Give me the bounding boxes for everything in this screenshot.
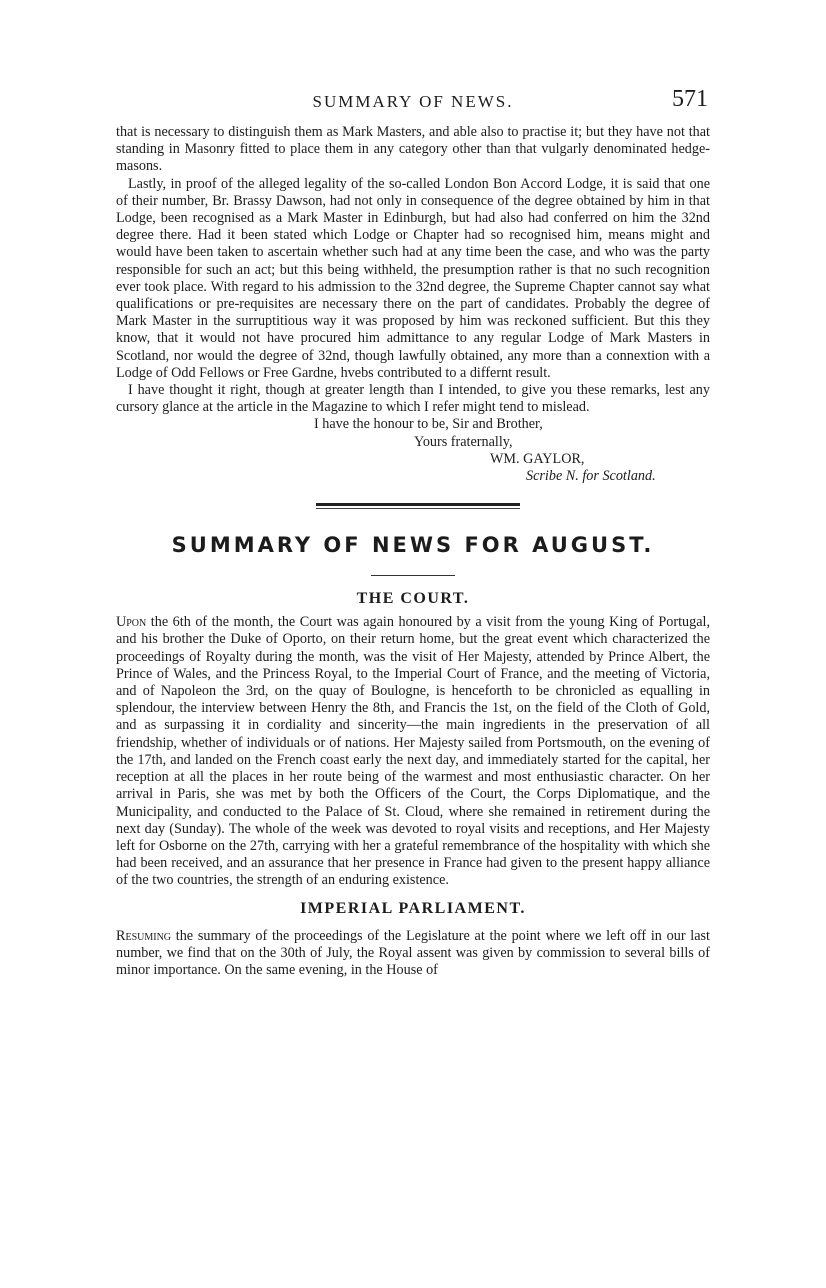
- document-page: [116, 88, 710, 979]
- letter-paragraph-1: that is necessary to distinguish them as Mark Masters, and able also to practise it; but they have not that standing in Masonry fitted to place them in any category other than that vulgarly denominated hedge-masons.: [116, 124, 710, 175]
- letter-closing: I have the honour to be, Sir and Brother,: [314, 416, 543, 433]
- running-head: [116, 88, 710, 118]
- letter-paragraph-3: I have thought it right, though at greater length than I intended, to give you these remarks, lest any cursory glance at the article in the Magazine to which I refer might tend to mislead.: [116, 382, 710, 416]
- summary-heading: SUMMARY OF NEWS FOR AUGUST.: [171, 533, 655, 558]
- letter-paragraph-2: Lastly, in proof of the alleged legality of the so-called London Bon Accord Lodge, it is said that one of their number, Br. Brassy Dawson, had not only in consequence of the degree obtained by him in that Lodge, been recognised as a Mark Master in Edinburgh, but had also had conferred on him the 32nd degree there. Had it been stated which Lodge or Chapter had so recognised him, means might and would have been taken to ascertain whether such had at any time been the case, and who was the party responsible for such an act; but this being withheld, the presumption rather is that no such recognition ever took place. With regard to his admission to the 32nd degree, the Supreme Chapter cannot say what qualifications or pre-requisites are necessary there on the part of candidates. Probably the degree of Mark Master in the surruptitious way it was proposed by him was reckoned sufficient. But this they know, that it would not have procured him admittance to any regular Lodge of Mark Masters in Scotland, nor would the degree of 32nd, though lawfully obtained, any more than a connextion with a Lodge of Odd Fellows or Free Gardne, hvebs contributed to a differnt result.: [116, 175, 710, 381]
- court-heading: THE COURT.: [356, 590, 470, 608]
- court-text: the 6th of the month, the Court was again honoured by a visit from the young King of Portugal, and his brother the Duke of Oporto, on their return home, but the great event which characterized the proceedings of Royalty during the month, was the visit of Her Majesty, attended by Prince Albert, the Prince of Wales, and the Princess Royal, to the Imperial Court of France, and the meeting of Victoria, and of Napoleon the 3rd, on the quay of Boulogne, is henceforth to be chronicled as equalling in splendour, the interview between Henry the 8th, and Francis the 1st, on the field of the Cloth of Gold, and as surpassing it in cordiality and sincerity—the main ingredients in the preservation of all friendship, whether of individuals or of nations. Her Majesty sailed from Portsmouth, on the evening of the 17th, and landed on the French coast early the next day, and immediately started for the capital, her reception at all the places in her route being of the warmest and most enthusiastic character. On her arrival in Paris, she was met by both the Officers of the Court, the Corps Diplomatique, and the Municipality, and conducted to the Palace of St. Cloud, where she remained in retirement during the next day (Sunday). The whole of the week was devoted to royal visits and receptions, and Her Majesty left for Osborne on the 27th, carrying with her a grateful remembrance of the hospitality with which she had been received, and an assurance that her presence in France had given to the present happy alliance of the two countries, the strength of an enduring existence.: [116, 614, 710, 889]
- court-paragraph: [116, 614, 710, 889]
- parliament-text: the summary of the proceedings of the Legislature at the point where we left off in our last number, we find that on the 30th of July, the Royal assent was given by commission to several bills of minor importance. On the same evening, in the House of: [116, 927, 710, 978]
- page-number: 571: [672, 86, 708, 112]
- divider-thin-rule: [316, 508, 520, 509]
- signer-title-text: Scribe N. for Scotland.: [526, 468, 656, 485]
- parliament-paragraph: [116, 928, 710, 980]
- letter-signer: WM. GAYLOR,: [490, 450, 585, 467]
- parliament-lead-word: Resuming: [116, 927, 172, 944]
- heading-short-rule: [371, 575, 455, 576]
- divider-thick-rule: [316, 503, 520, 506]
- running-title: SUMMARY OF NEWS.: [312, 92, 514, 111]
- parliament-heading: IMPERIAL PARLIAMENT.: [300, 899, 526, 917]
- court-lead-word: Upon: [116, 614, 147, 631]
- section-divider: [116, 495, 710, 525]
- letter-valediction: Yours fraternally,: [414, 433, 513, 450]
- letter-signer-title: [116, 468, 710, 485]
